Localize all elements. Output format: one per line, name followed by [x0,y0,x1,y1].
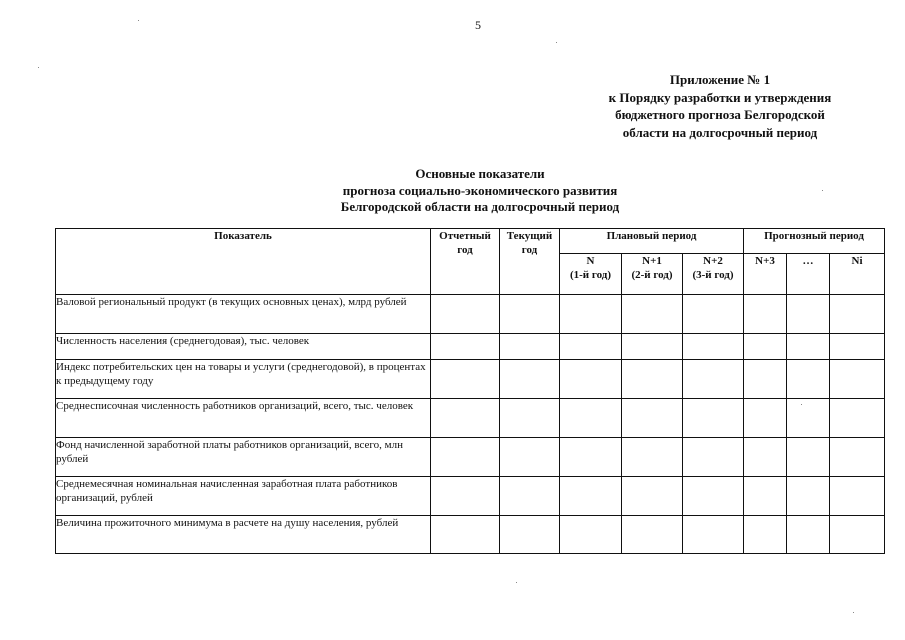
header-forecast-period: Прогнозный период [744,229,885,254]
appendix-line: Приложение № 1 [669,72,771,87]
table-cell [787,516,830,554]
table-cell [622,399,683,438]
appendix-line: области на долгосрочный период [622,124,818,140]
table-cell [830,295,885,334]
header-n3: N+3 [744,254,787,295]
table-row [56,334,885,360]
row-label: Среднесписочная численность работников организаций, всего, тыс. человек [56,399,431,438]
header-indicator: Показатель [56,229,431,295]
header-n-label: N [586,255,595,267]
table-cell [431,399,500,438]
header-n-sub: (1-й год) [569,269,612,281]
indicators-table [55,228,885,554]
table-cell [830,360,885,399]
table-cell [744,438,787,477]
table-cell [744,360,787,399]
scan-speck [822,190,823,191]
header-ni: Ni [830,254,885,295]
row-label: Величина прожиточного минимума в расчете на душу населения, рублей [56,516,431,554]
table-cell [431,438,500,477]
table-cell [744,516,787,554]
table-cell [744,295,787,334]
table-row [56,360,885,399]
table-cell [830,399,885,438]
table-cell [431,516,500,554]
row-label: Валовой региональный продукт (в текущих основных ценах), млрд рублей [56,295,431,334]
table-cell [622,334,683,360]
table-cell [622,360,683,399]
header-n1 [622,254,683,295]
row-label: Индекс потребительских цен на товары и услуги (среднегодовой), в процентах к предыдущему году [56,360,431,399]
table-cell [744,334,787,360]
table-cell [622,477,683,516]
table-cell [787,334,830,360]
table-cell [431,334,500,360]
header-n1-sub: (2-й год) [631,269,673,281]
table-cell [431,477,500,516]
table-cell [560,334,622,360]
table-row [56,399,885,438]
table-cell [431,295,500,334]
table-cell [683,295,744,334]
table-cell [560,360,622,399]
appendix-header [560,71,880,141]
document-title [230,166,730,216]
table-cell [560,516,622,554]
header-n [560,254,622,295]
table-cell [830,477,885,516]
table-cell [500,516,560,554]
title-line: прогноза социально-экономического развития [342,182,618,198]
row-label: Среднемесячная номинальная начисленная заработная плата работников организаций, рублей [56,477,431,516]
table-cell [500,360,560,399]
table-cell [787,295,830,334]
table-cell [431,360,500,399]
table-cell [683,360,744,399]
table-row [56,438,885,477]
table-cell [560,477,622,516]
table-cell [830,334,885,360]
table-cell [560,295,622,334]
header-reporting-year: Отчетный год [431,229,500,295]
table-cell [622,516,683,554]
title-line: Белгородской области на долгосрочный период [340,199,620,214]
header-n2-sub: (3-й год) [692,269,734,281]
table-cell [830,516,885,554]
table-cell [560,438,622,477]
title-line: Основные показатели [415,166,545,181]
scan-speck [801,404,802,405]
header-n1-label: N+1 [642,255,662,267]
scan-speck [138,20,139,21]
scan-speck [38,67,39,68]
table-cell [683,399,744,438]
table-cell [500,399,560,438]
table-cell [500,438,560,477]
row-label: Численность населения (среднегодовая), тыс. человек [56,334,431,360]
table-cell [500,334,560,360]
table-row [56,516,885,554]
table-cell [683,438,744,477]
row-label: Фонд начисленной заработной платы работников организаций, всего, млн рублей [56,438,431,477]
table-cell [560,399,622,438]
table-cell [830,438,885,477]
table-cell [787,438,830,477]
appendix-line: бюджетного прогноза Белгородской [615,107,825,122]
header-current-year: Текущий год [500,229,560,295]
header-dots: … [787,254,830,295]
header-planned-period: Плановый период [560,229,744,254]
table-cell [787,360,830,399]
header-n2-label: N+2 [703,255,723,267]
table-cell [787,477,830,516]
table-cell [683,334,744,360]
table-cell [744,477,787,516]
table-cell [683,516,744,554]
table-cell [622,438,683,477]
scan-speck [556,42,557,43]
scan-speck [516,582,517,583]
table-cell [622,295,683,334]
table-cell [683,477,744,516]
scan-speck [853,612,854,613]
appendix-line: к Порядку разработки и утверждения [608,89,832,105]
table-row [56,295,885,334]
table-cell [500,477,560,516]
table-cell [787,399,830,438]
table-row [56,477,885,516]
header-n2 [683,254,744,295]
page-number: 5 [475,18,481,32]
table-cell [744,399,787,438]
table-cell [500,295,560,334]
